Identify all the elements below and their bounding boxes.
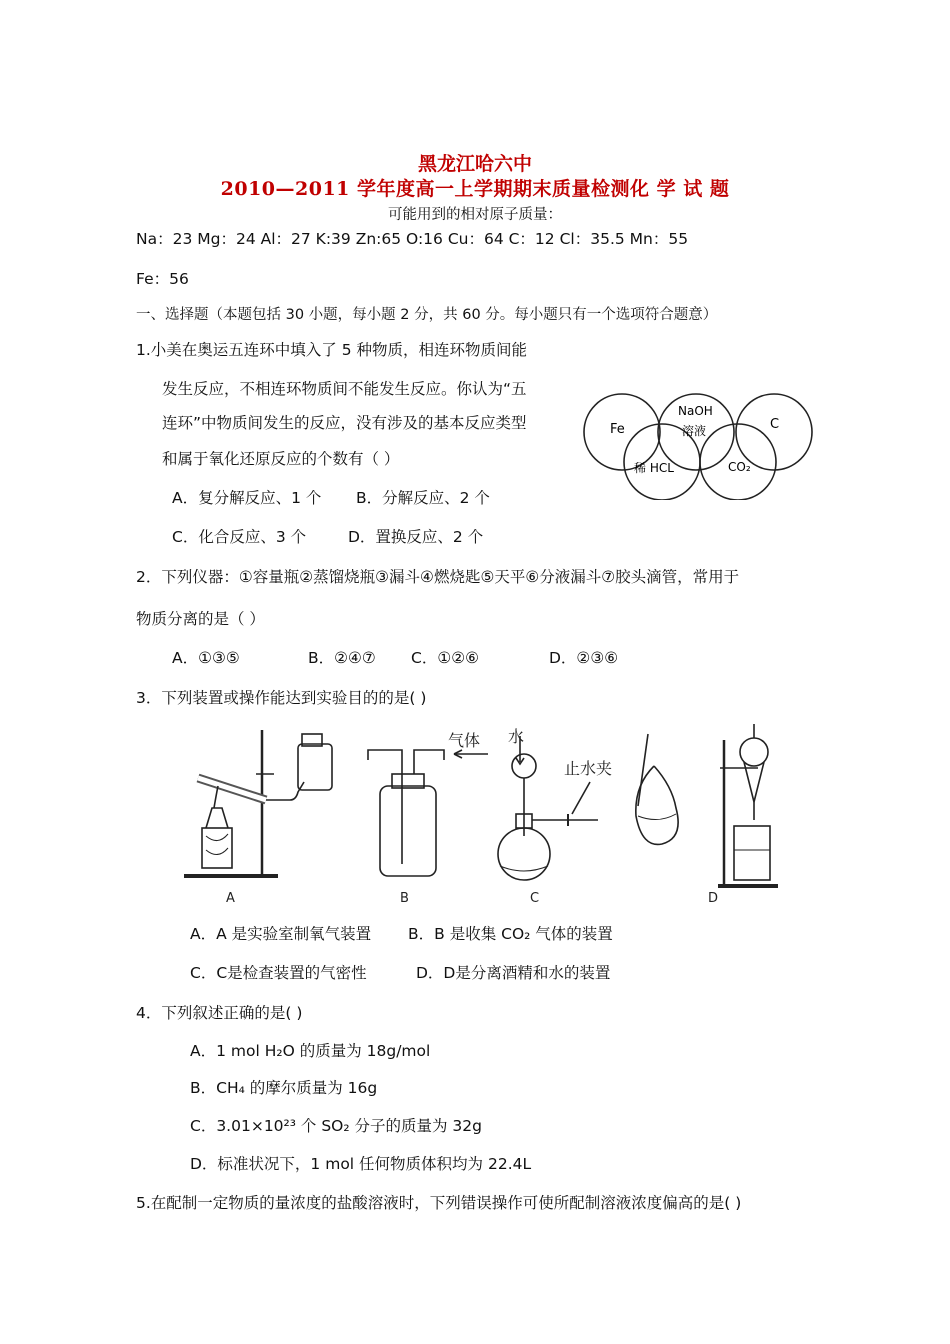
q2-option-a: A．①③⑤	[172, 649, 240, 667]
atomic-masses-line-2: Fe：56	[136, 270, 189, 288]
figure-label-c: C	[530, 891, 540, 906]
ring-c	[736, 394, 812, 470]
q3-stem: 3．下列装置或操作能达到实验目的的是( )	[136, 689, 427, 707]
atomic-masses-line-1: Na：23 Mg：24 Al：27 K:39 Zn:65 O:16 Cu：64 C：12 Cl：35.5 Mn：55	[136, 230, 689, 248]
q3-option-a: A．A 是实验室制氧气装置	[190, 925, 372, 943]
q3-option-b: B．B 是收集 CO₂ 气体的装置	[408, 925, 613, 943]
olympic-rings-diagram	[578, 388, 818, 500]
q2-option-b: B．②④⑦	[308, 649, 376, 667]
figure-label-a: A	[226, 891, 235, 906]
apparatus-c	[498, 736, 598, 880]
q2-stem-line-1: 2．下列仪器：①容量瓶②蒸馏烧瓶③漏斗④燃烧匙⑤天平⑥分液漏斗⑦胶头滴管，常用于	[136, 568, 740, 586]
figure-text-clamp: 止水夹	[564, 759, 613, 778]
ring-label-naoh: NaOH	[678, 404, 713, 418]
apparatus-a	[184, 730, 332, 876]
q1-stem-line-2: 发生反应，不相连环物质间不能发生反应。你认为“五	[162, 380, 527, 398]
atomic-mass-heading: 可能用到的相对原子质量：	[388, 207, 562, 223]
figure-text-water: 水	[508, 727, 525, 746]
apparatus-d	[636, 724, 778, 886]
ring-label-hcl: 稀 HCL	[634, 461, 674, 475]
q1-stem-line-3: 连环”中物质间发生的反应，没有涉及的基本反应类型	[162, 414, 527, 432]
q2-option-c: C．①②⑥	[411, 649, 480, 667]
apparatus-b	[368, 750, 488, 876]
school-title: 黑龙江哈六中	[417, 153, 532, 175]
q1-option-b: B．分解反应、2 个	[356, 489, 490, 507]
q5-stem: 5.在配制一定物质的量浓度的盐酸溶液时，下列错误操作可使所配制溶液浓度偏高的是( )	[136, 1194, 742, 1212]
q3-option-d: D．D是分离酒精和水的装置	[416, 964, 611, 982]
ring-label-c: C	[770, 417, 780, 432]
ring-label-fe: Fe	[610, 422, 625, 437]
q4-stem: 4．下列叙述正确的是( )	[136, 1004, 303, 1022]
q4-option-c: C．3.01×10²³ 个 SO₂ 分子的质量为 32g	[190, 1117, 482, 1135]
q1-option-c: C．化合反应、3 个	[172, 528, 307, 546]
q1-stem-line-4: 和属于氧化还原反应的个数有（ ）	[162, 450, 400, 468]
q1-stem-line-1: 1.小美在奥运五连环中填入了 5 种物质，相连环物质间能	[136, 341, 528, 359]
ring-label-co2: CO₂	[728, 460, 751, 474]
exam-title: 2010—2011 学年度高一上学期期末质量检测化 学 试 题	[220, 178, 730, 200]
figure-text-gas: 气体	[448, 731, 481, 750]
ring-label-solution: 溶液	[682, 424, 707, 438]
q4-option-d: D．标准状况下，1 mol 任何物质体积均为 22.4L	[190, 1155, 532, 1173]
figure-label-b: B	[400, 891, 409, 906]
q3-option-c: C．C是检查装置的气密性	[190, 964, 367, 982]
q2-stem-line-2: 物质分离的是（ ）	[136, 610, 265, 628]
q4-option-b: B．CH₄ 的摩尔质量为 16g	[190, 1079, 378, 1097]
apparatus-figure	[178, 716, 788, 908]
q2-option-d: D．②③⑥	[549, 649, 619, 667]
q1-option-a: A．复分解反应、1 个	[172, 489, 322, 507]
section-heading: 一、选择题（本题包括 30 小题，每小题 2 分，共 60 分。每小题只有一个选项符合题意）	[136, 307, 718, 323]
q4-option-a: A．1 mol H₂O 的质量为 18g/mol	[190, 1042, 431, 1060]
figure-label-d: D	[708, 891, 719, 906]
q1-option-d: D．置换反应、2 个	[348, 528, 484, 546]
